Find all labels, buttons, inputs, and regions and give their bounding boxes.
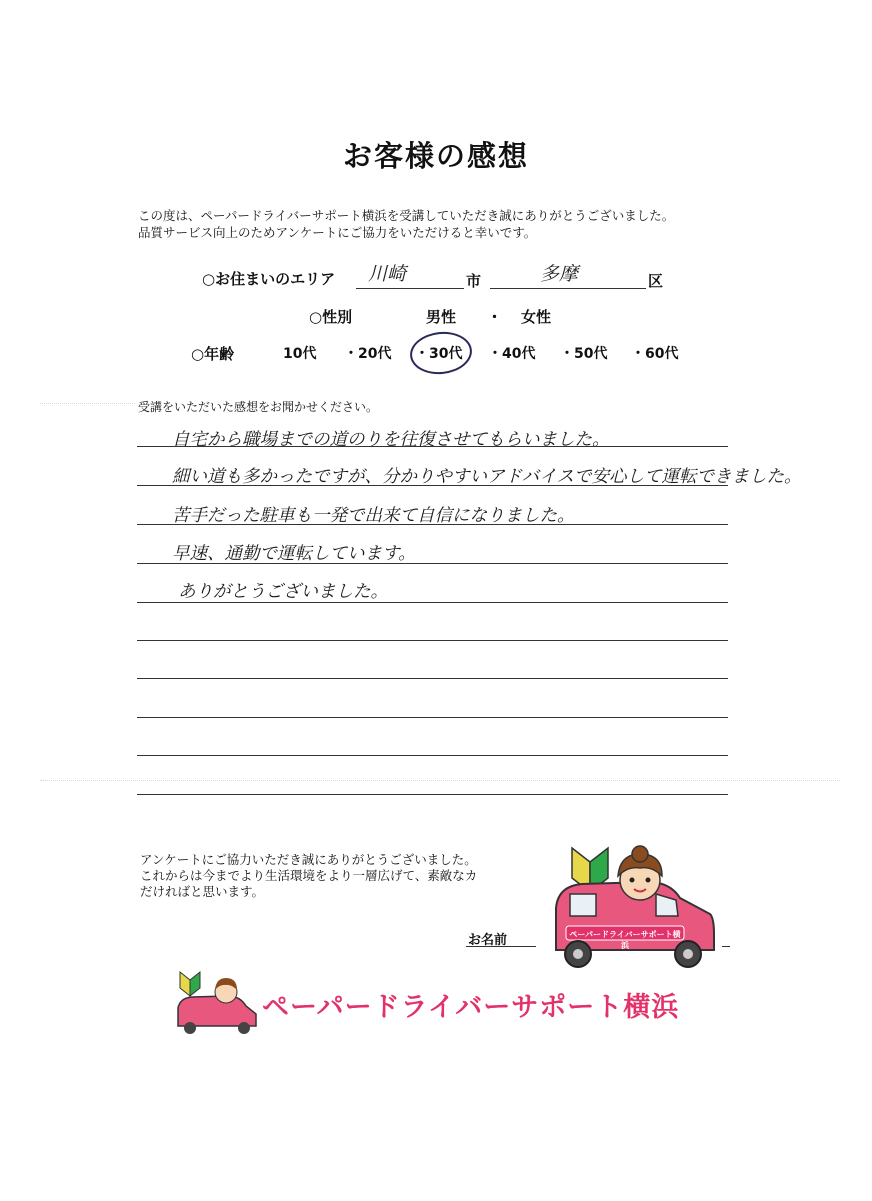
ruled-line bbox=[137, 446, 728, 447]
outro-line-1: アンケートにご協力いただき誠にありがとうございました。 bbox=[140, 852, 477, 867]
gender-female: 女性 bbox=[521, 308, 552, 326]
faint-divider bbox=[40, 403, 135, 404]
ward-suffix: 区 bbox=[648, 272, 664, 290]
age-option-50: ・50代 bbox=[560, 346, 608, 362]
age-option-10: 10代 bbox=[283, 346, 317, 362]
van-mascot-illustration bbox=[552, 842, 718, 974]
ruled-line bbox=[137, 755, 728, 756]
city-suffix: 市 bbox=[466, 272, 482, 290]
ruled-line bbox=[137, 678, 728, 679]
comment-line-1: 自宅から職場までの道のりを往復させてもらいました。 bbox=[172, 430, 610, 450]
ruled-line bbox=[137, 524, 728, 525]
feedback-prompt: 受講をいただいた感想をお聞かせください。 bbox=[138, 400, 379, 414]
name-underline-end bbox=[722, 946, 730, 947]
ruled-line bbox=[137, 717, 728, 718]
comment-line-2: 細い道も多かったですが、分かりやすいアドバイスで安心して運転できました。 bbox=[172, 467, 802, 487]
outro-line-3: だければと思います。 bbox=[140, 884, 265, 899]
outro-line-2: これからは今までより生活環境をより一層広げて、素敵なカ bbox=[140, 868, 478, 883]
age-option-40: ・40代 bbox=[488, 346, 536, 362]
selected-circle-mark bbox=[408, 329, 474, 377]
comment-line-5: ありがとうございました。 bbox=[178, 582, 388, 602]
intro-line-1: この度は、ペーパードライバーサポート横浜を受講していただき誠にありがとうございました。 bbox=[138, 208, 675, 223]
faint-divider bbox=[40, 780, 840, 781]
age-option-30: ・30代 bbox=[415, 346, 463, 362]
comment-line-3: 苦手だった駐車も一発で出来て自信になりました。 bbox=[172, 506, 575, 526]
age-label: ○年齢 bbox=[191, 345, 235, 363]
age-option-20: ・20代 bbox=[344, 346, 392, 362]
brand-logo-icon bbox=[174, 968, 260, 1034]
gender-label: ○性別 bbox=[309, 308, 353, 326]
page-title: お客様の感想 bbox=[342, 139, 529, 173]
van-sign-text: ペーパードライバーサポート横浜 bbox=[569, 930, 681, 950]
city-value: 川崎 bbox=[368, 263, 407, 285]
comment-line-4: 早速、通勤で運転しています。 bbox=[172, 544, 416, 564]
ruled-line bbox=[137, 602, 728, 603]
name-label: お名前 bbox=[468, 933, 508, 948]
city-underline bbox=[356, 288, 464, 289]
ruled-line bbox=[137, 485, 728, 486]
ruled-line bbox=[137, 794, 728, 795]
ward-underline bbox=[490, 288, 646, 289]
name-underline bbox=[466, 946, 536, 947]
ward-value: 多摩 bbox=[540, 263, 579, 285]
ruled-line bbox=[137, 563, 728, 564]
area-label: ○お住まいのエリア bbox=[202, 270, 336, 288]
ruled-line bbox=[137, 640, 728, 641]
brand-name: ペーパードライバーサポート横浜 bbox=[262, 992, 680, 1023]
age-option-60: ・60代 bbox=[631, 346, 679, 362]
intro-line-2: 品質サービス向上のためアンケートにご協力をいただけると幸いです。 bbox=[138, 225, 537, 240]
gender-male: 男性 bbox=[426, 308, 457, 326]
gender-separator: ・ bbox=[487, 308, 503, 326]
